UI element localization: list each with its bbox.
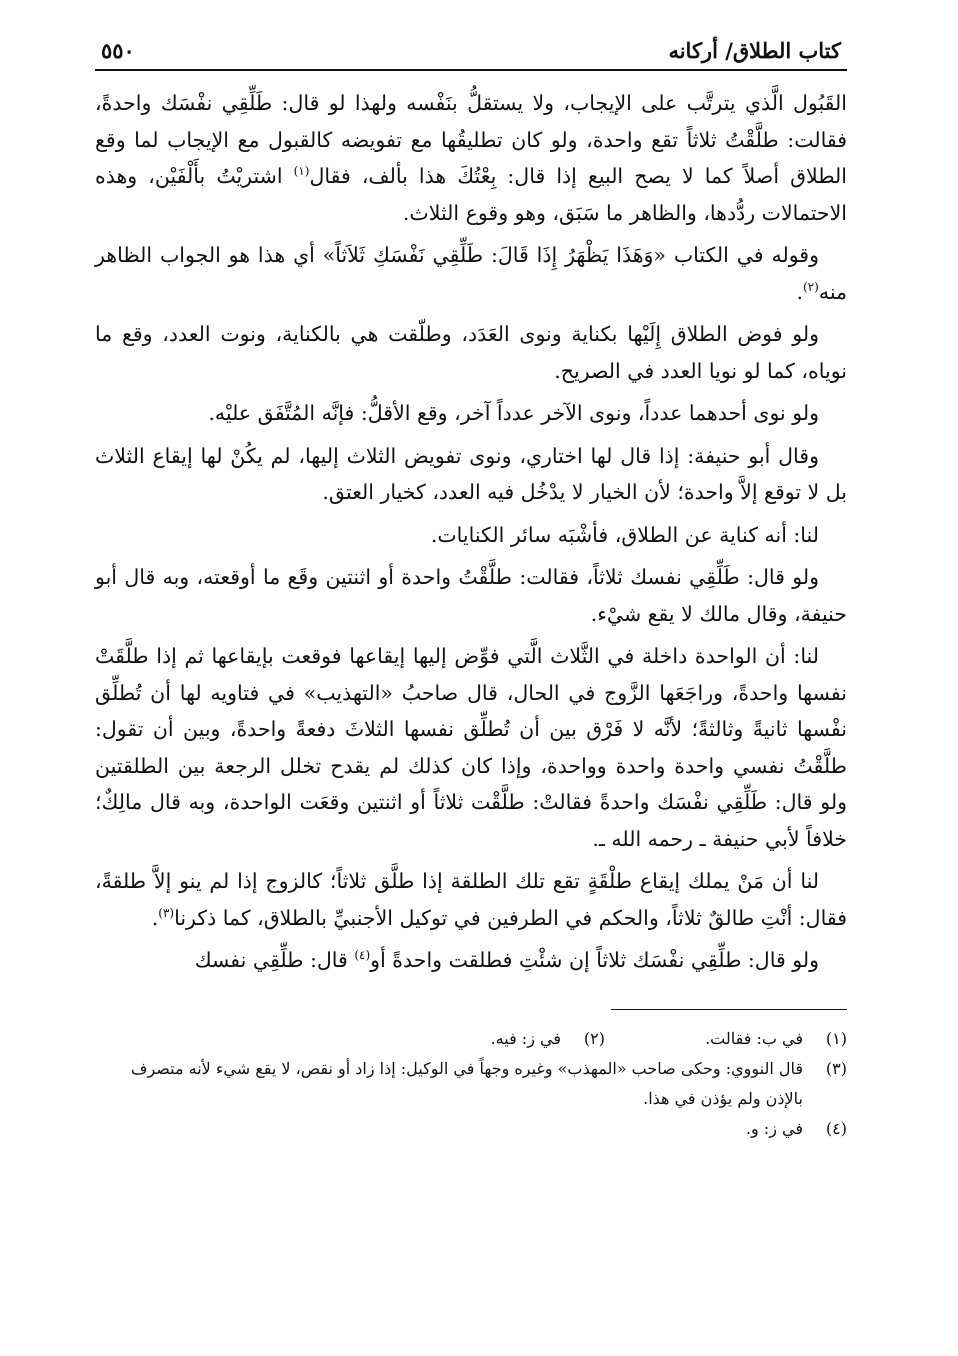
text-run: ولو نوى أحدهما عدداً، ونوى الآخر عدداً آخر، وقع الأقلُّ: فإنَّه المُتَّفَق عليْه.: [208, 401, 819, 425]
text-run: قال: طلِّقِي نفسك: [194, 948, 355, 972]
footnote-number: (١): [825, 1028, 847, 1048]
footnote-3: [95, 1054, 847, 1114]
footnote-text: في ب: فقالت.: [705, 1028, 803, 1048]
header-rule: [95, 69, 847, 71]
text-run: لنا: أنه كناية عن الطلاق، فأشْبَه سائر الكنايات.: [430, 522, 819, 547]
text-run: لنا أن مَنْ يملك إيقاع طلْقَةٍ تقع تلك الطلقة إذا طلَّق ثلاثاً؛ كالزوج إذا لم ينو إلاَّ طلقةً، فقال: أنْتِ طالقٌ ثلاثاً، والحكم في الطرفين في توكيل الأجنبيِّ بالطلاق، كما ذكرنا: [95, 869, 847, 930]
paragraph: [95, 395, 847, 432]
text-run: لنا: أن الواحدة داخلة في الثَّلاث الَّتي فوِّض إليها إيقاعها فوقعت بإيقاعها ثم إذا طلَّقَتْ نفسها واحدةً، وراجَعَها الزَّوج في الحال، قال صاحبُ «التهذيب» في فتاويه لها أن تُطلِّق نفْسها ثانيةً وثالثةً؛ لأنَّه لا فَرْق بين أن تُطلِّق نفسها الثلاثَ دفعةً واحدةً، وبين أن تقول: طلَّقْتُ نفسي واحدة واحدة وواحدة، وإذا كان كذلك لم يقدح تخلل الرجعة بين الطلقتين ولو قال: طَلِّقِي نفْسَك واحدةً فقالتْ: طلَّقْت ثلاثاً أو اثنتين وقعَت الواحدة، وبه قال مالِكٌ؛ خلافاً لأبي حنيفة ـ رحمه الله ـ.: [95, 644, 847, 851]
footnote-ref: (٣): [158, 905, 175, 920]
page-number: ٥٥٠: [101, 38, 135, 63]
paragraph: [95, 85, 847, 231]
footnote-number: (٤): [825, 1118, 847, 1138]
paragraph: [95, 559, 847, 632]
text-run: ولو قال: طَلِّقِي نفسك ثلاثاً، فقالت: طلَّقْتُ واحدة أو اثنتين وقَع ما أوقعته، وبه قال أبو حنيفة، وقال مالك لا يقع شيْء.: [95, 565, 847, 626]
main-text: [95, 85, 847, 979]
footnote-ref: (١): [293, 164, 310, 179]
footnote-row-1-2: [95, 1024, 847, 1054]
paragraph: [95, 942, 847, 979]
text-run: .: [151, 905, 159, 930]
paragraph: [95, 237, 847, 310]
footnote-ref: (٤): [354, 948, 371, 963]
footnote-text: قال النووي: وحكى صاحب «المهذب» وغيره وجهاً في الوكيل: إذا زاد أو نقص، لا يقع شيء لأنه متصرف بالإذن ولم يؤذن في هذا.: [130, 1058, 803, 1108]
paragraph: [95, 316, 847, 389]
footnote-text: في ز: و.: [745, 1118, 803, 1138]
paragraph: [95, 438, 847, 511]
text-run: وقوله في الكتاب «وَهَذَا يَظْهَرُ إِذَا قَالَ: طَلِّقِي نَفْسَكِ ثَلاَثاً» أي هذا هو الجواب الظاهر منه: [95, 243, 847, 304]
footnote-number: (٢): [583, 1028, 605, 1048]
text-run: ولو قال: طلِّقِي نفْسَك ثلاثاً إن شئْتِ فطلقت واحدةً أو: [370, 948, 819, 972]
text-run: .: [796, 279, 803, 304]
footnote-2: [363, 1024, 605, 1054]
footnote-text: في ز: فيه.: [490, 1028, 561, 1048]
footnote-1: [605, 1024, 847, 1054]
footnote-4: [95, 1114, 847, 1144]
paragraph: [95, 638, 847, 857]
footnotes: [95, 1024, 847, 1144]
chapter-title: كتاب الطلاق/ أركانه: [668, 38, 841, 63]
text-run: ولو فوض الطلاق إِلَيْها بكناية ونوى العَدَد، وطلّقت هي بالكناية، ونوت العدد، وقع ما نوياه، كما لو نويا العدد في الصريح.: [95, 322, 847, 383]
footnote-ref: (٢): [803, 279, 819, 294]
paragraph: [95, 863, 847, 936]
footnote-separator: [611, 1009, 847, 1010]
text-run: اشتريْتُ بأَلْفَيْن، وهذه الاحتمالات ردُّدها، والظاهر ما سَبَق، وهو وقوع الثلاث.: [95, 164, 847, 225]
running-header: [95, 38, 847, 69]
footnote-number: (٣): [825, 1058, 847, 1078]
paragraph: [95, 517, 847, 554]
book-page: [95, 38, 847, 1144]
text-run: وقال أبو حنيفة: إذا قال لها اختاري، ونوى تفويض الثلاث إليها، لم يكُنْ لها إيقاع الثلاث بل لا توقع إلاَّ واحدة؛ لأن الخيار لا يدْخُل فيه العدد، كخيار العتق.: [95, 443, 847, 504]
text-run: القَبُول الَّذي يترتَّب على الإيجاب، ولا يستقلُّ بنَفْسه ولهذا لو قال: طَلِّقِي نفْسَك واحدةً، فقالت: طلَّقْتُ ثلاثاً تقع واحدة، ولو كان تطليقُها مع تفويضه كالقبول مع الإيجاب لما وقع الطلاق أصلاً كما لا يصح البيع إذا قال: بِعْتُكَ هذا بألف، فقال: [95, 91, 847, 188]
